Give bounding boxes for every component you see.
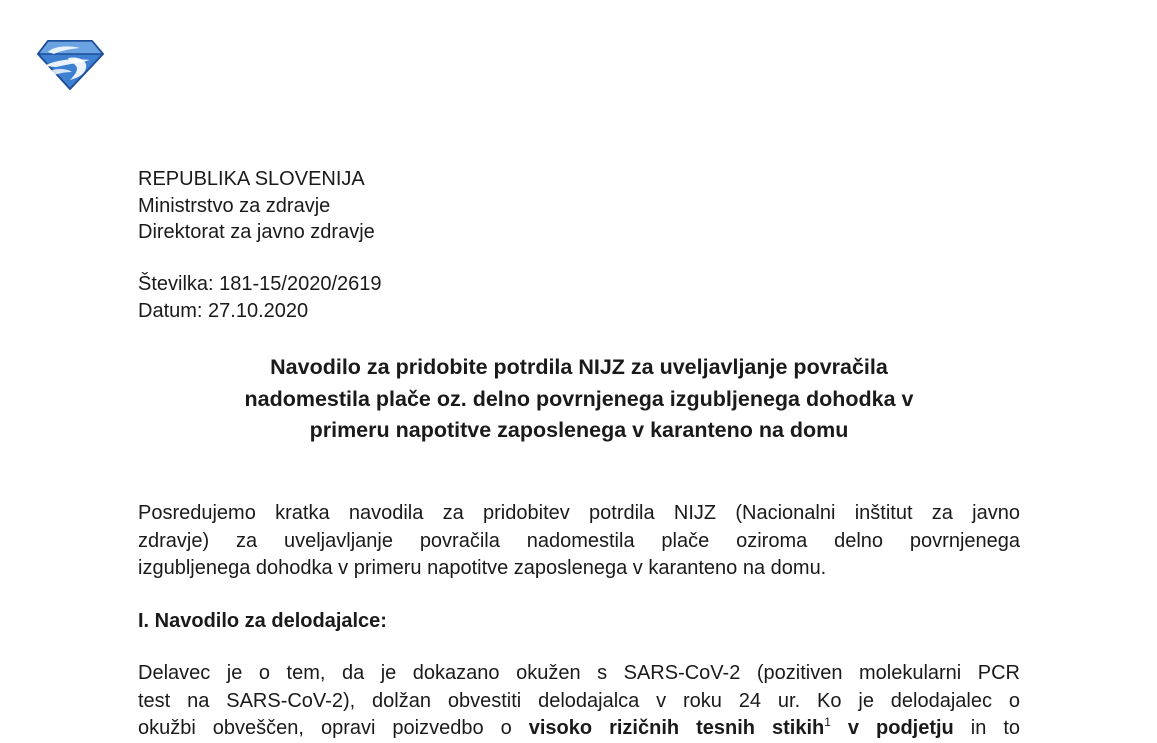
title-line: primeru napotitve zaposlenega v karanteno na domu xyxy=(309,418,849,442)
paragraph-line: zdravje) za uveljavljanje povračila nadomestila plače oziroma delno povrnjenega xyxy=(138,529,1020,552)
reference-block xyxy=(138,271,382,324)
header-country: REPUBLIKA SLOVENIJA xyxy=(138,168,365,190)
paragraph-line: Posredujemo kratka navodila za pridobitev potrdila NIJZ (Nacionalni inštitut za javno xyxy=(138,502,1020,524)
title-line: nadomestila plače oz. delno povrnjenega izgubljenega dohodka v xyxy=(244,386,914,411)
section-heading: I. Navodilo za delodajalce: xyxy=(138,610,387,632)
header-directorate: Direktorat za javno zdravje xyxy=(138,221,375,243)
reference-number: Številka: 181-15/2020/2619 xyxy=(138,273,382,295)
document-title xyxy=(138,352,1020,447)
paragraph-line xyxy=(138,715,1020,743)
paragraph-line: Delavec je o tem, da je dokazano okužen s SARS-CoV-2 (pozitiven molekularni PCR xyxy=(138,662,1020,684)
reference-date: Datum: 27.10.2020 xyxy=(138,299,309,322)
sender-header xyxy=(138,166,375,246)
section-paragraph xyxy=(138,660,1020,743)
ministry-crest-logo xyxy=(34,36,106,92)
emphasis-in-company: v podjetju xyxy=(830,717,954,739)
header-ministry: Ministrstvo za zdravje xyxy=(138,194,331,217)
paragraph-line: test na SARS-CoV-2), dolžan obvestiti delodajalca v roku 24 ur. Ko je delodajalec o xyxy=(138,689,1020,712)
intro-paragraph xyxy=(138,500,1020,583)
emphasis-close-contacts: visoko rizičnih tesnih stikih xyxy=(528,717,825,739)
footnote-marker[interactable]: 1 xyxy=(824,715,831,729)
title-line: Navodilo za pridobite potrdila NIJZ za uveljavljanje povračila xyxy=(270,355,888,379)
paragraph-line: izgubljenega dohodka v primeru napotitve zaposlenega v karanteno na domu. xyxy=(138,557,827,579)
paragraph-text: in to xyxy=(953,717,1021,739)
paragraph-text: okužbi obveščen, opravi poizvedbo o xyxy=(138,717,529,739)
